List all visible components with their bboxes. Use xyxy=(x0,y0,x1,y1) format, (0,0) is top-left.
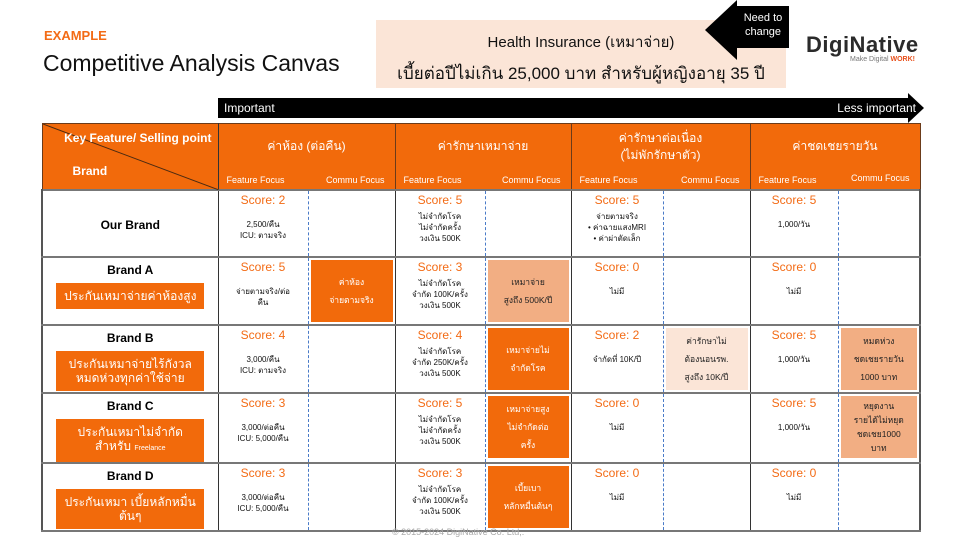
commu-message-box xyxy=(488,396,569,458)
feature-detail xyxy=(751,354,838,365)
commu-message-box xyxy=(488,466,569,528)
detail-line: ไม่มี xyxy=(609,286,625,296)
commu-message-box xyxy=(841,328,918,390)
commu-focus-cell xyxy=(663,190,750,257)
detail-line: 1,000/วัน xyxy=(777,422,811,432)
feature-focus-cell xyxy=(395,325,485,393)
feature-detail xyxy=(219,286,308,308)
callout-text: Need to change xyxy=(737,6,789,48)
detail-line: ICU: 5,000/คืน xyxy=(237,503,289,513)
logo-tagline xyxy=(850,56,956,63)
commu-line: ค่ารักษาไม่ xyxy=(686,335,727,346)
commu-focus-cell xyxy=(485,325,571,393)
feature-focus-cell xyxy=(395,190,485,257)
brand-positioning-tag xyxy=(56,489,204,529)
detail-line: 2,500/คืน xyxy=(246,219,280,229)
brand-label: Brand xyxy=(72,164,108,178)
commu-focus-cell xyxy=(485,393,571,463)
commu-line: บาท xyxy=(870,442,887,453)
feature-detail xyxy=(219,354,308,376)
feature-detail xyxy=(751,422,838,433)
score-value: Score: 3 xyxy=(417,465,463,480)
key-feature-label: Key Feature/ Selling point xyxy=(64,131,212,145)
commu-focus-cell xyxy=(485,463,571,531)
brand-tagline: ประกันเหมาจ่ายค่าห้องสูง xyxy=(64,288,197,303)
commu-focus-cell xyxy=(308,257,395,325)
brand-name: Brand B xyxy=(106,330,154,345)
commu-line: เบี้ยเบา xyxy=(514,482,542,493)
feature-detail xyxy=(219,422,308,444)
feature-focus-cell xyxy=(395,463,485,531)
feature-header-lump-sum xyxy=(395,124,571,190)
detail-line: • ค่าผ่าตัดเล็ก xyxy=(593,233,641,243)
feature-detail xyxy=(572,286,663,297)
feature-focus-cell xyxy=(395,257,485,325)
commu-focus-label: Commu Focus xyxy=(850,172,910,183)
feature-focus-label: Feature Focus xyxy=(579,174,638,185)
feature-detail xyxy=(219,492,308,514)
feature-detail xyxy=(751,286,838,297)
commu-line: เหมาจ่าย xyxy=(511,276,545,287)
brand-cell xyxy=(42,190,218,257)
brand-name: Brand A xyxy=(107,262,154,277)
commu-line: ชดเชยรายวัน xyxy=(853,353,904,364)
score-value: Score: 0 xyxy=(594,465,640,480)
subject-target: เบี้ยต่อปีไม่เกิน 25,000 บาท สำหรับผู้หญิงอายุ 35 ปี xyxy=(397,64,765,83)
brand-cell xyxy=(42,393,218,463)
page-title: Competitive Analysis Canvas xyxy=(43,50,340,76)
feature-focus-cell xyxy=(750,463,838,531)
detail-line: ไม่มี xyxy=(786,492,802,502)
detail-line: ไม่มี xyxy=(609,422,625,432)
diginative-logo xyxy=(806,32,956,63)
feature-focus-cell xyxy=(218,393,308,463)
brand-name: Brand C xyxy=(106,398,154,413)
detail-line: วงเงิน 500K xyxy=(419,436,461,446)
detail-line: • ค่าฉายแสงMRI xyxy=(587,222,647,232)
feature-header-outpatient xyxy=(571,124,750,190)
corner-header xyxy=(42,124,218,190)
feature-detail xyxy=(751,492,838,503)
priority-bar xyxy=(218,98,908,118)
feature-detail xyxy=(572,492,663,503)
feature-focus-cell xyxy=(571,190,663,257)
brand-row xyxy=(42,257,920,325)
feature-detail xyxy=(219,219,308,241)
brand-name: Our Brand xyxy=(100,217,160,232)
score-value: Score: 0 xyxy=(594,395,640,410)
competitive-analysis-table xyxy=(41,123,921,532)
commu-line: หยุดงาน xyxy=(863,400,895,411)
detail-line: 3,000/ต่อคืน xyxy=(241,422,285,432)
score-value: Score: 5 xyxy=(594,192,640,207)
brand-row xyxy=(42,393,920,463)
detail-line: ไม่จำกัดโรค xyxy=(418,484,462,494)
detail-line: คืน xyxy=(257,297,269,307)
feature-focus-label: Feature Focus xyxy=(758,174,817,185)
brand-positioning-tag xyxy=(56,351,204,391)
commu-focus-cell xyxy=(485,190,571,257)
commu-line: ต้องนอนรพ. xyxy=(684,353,729,364)
commu-line: จ่ายตามจริง xyxy=(329,294,374,305)
detail-line: วงเงิน 500K xyxy=(419,368,461,378)
feature-focus-cell xyxy=(750,325,838,393)
score-value: Score: 5 xyxy=(417,395,463,410)
score-value: Score: 4 xyxy=(240,327,286,342)
commu-line: สูงถึง 500K/ปี xyxy=(503,294,553,305)
feature-detail xyxy=(396,346,485,379)
score-value: Score: 0 xyxy=(771,465,817,480)
detail-line: จำกัด 250K/ครั้ง xyxy=(412,357,468,367)
commu-message-box xyxy=(841,396,918,458)
brand-positioning-tag xyxy=(56,283,204,309)
detail-line: จ่ายตามจริง/ต่อ xyxy=(236,286,290,296)
detail-line: ไม่มี xyxy=(786,286,802,296)
brand-tagline: ประกันเหมาไม่จำกัด สำหรับ xyxy=(77,424,183,453)
priority-less-important-label: Less important xyxy=(837,101,916,115)
commu-focus-cell xyxy=(308,190,395,257)
detail-line: ไม่มี xyxy=(609,492,625,502)
detail-line: ไม่จำกัดครั้ง xyxy=(418,425,462,435)
feature-focus-label: Feature Focus xyxy=(226,174,285,185)
commu-line: ค่าห้อง xyxy=(338,276,365,287)
commu-focus-label: Commu Focus xyxy=(501,174,561,185)
score-value: Score: 5 xyxy=(771,327,817,342)
feature-focus-cell xyxy=(750,393,838,463)
commu-line: ไม่จำกัดต่อ xyxy=(507,421,549,432)
feature-detail xyxy=(572,422,663,433)
commu-focus-cell xyxy=(838,257,920,325)
score-value: Score: 5 xyxy=(771,192,817,207)
feature-focus-label: Feature Focus xyxy=(403,174,462,185)
score-value: Score: 4 xyxy=(417,327,463,342)
score-value: Score: 5 xyxy=(417,192,463,207)
feature-focus-cell xyxy=(750,190,838,257)
commu-focus-cell xyxy=(308,393,395,463)
copyright-footer: © 2015-2024 DigiNative Co. Ltd,. xyxy=(392,527,525,537)
feature-detail xyxy=(396,414,485,447)
commu-message-box xyxy=(666,328,748,390)
commu-focus-cell xyxy=(485,257,571,325)
commu-line: เหมาจ่ายสูง xyxy=(506,403,550,414)
detail-line: ICU: ตามจริง xyxy=(239,365,287,375)
feature-focus-cell xyxy=(218,190,308,257)
score-value: Score: 5 xyxy=(771,395,817,410)
score-value: Score: 3 xyxy=(240,465,286,480)
detail-line: ไม่จำกัดโรค xyxy=(418,346,462,356)
detail-line: ไม่จำกัดโรค xyxy=(418,414,462,424)
brand-tagline-small: Freelance xyxy=(134,444,166,452)
need-to-change-callout xyxy=(705,0,790,60)
commu-line: ชดเชย1000 xyxy=(856,428,901,439)
brand-row xyxy=(42,463,920,531)
detail-line: จำกัด 100K/ครั้ง xyxy=(412,495,468,505)
feature-name: ค่าชดเชยรายวัน xyxy=(792,139,878,153)
commu-focus-cell xyxy=(838,325,920,393)
score-value: Score: 2 xyxy=(240,192,286,207)
detail-line: ไม่จำกัดโรค xyxy=(418,211,462,221)
feature-detail xyxy=(396,211,485,244)
feature-header-daily-compensation xyxy=(750,124,920,190)
commu-line: สูงถึง 10K/ปี xyxy=(684,371,729,382)
brand-row xyxy=(42,325,920,393)
score-value: Score: 3 xyxy=(417,259,463,274)
logo-wordmark: DigiNative xyxy=(806,32,919,57)
commu-line: เหมาจ่ายไม่ xyxy=(506,344,550,355)
commu-line: 1000 บาท xyxy=(860,371,898,382)
feature-focus-cell xyxy=(571,325,663,393)
detail-line: ICU: 5,000/คืน xyxy=(237,433,289,443)
score-value: Score: 2 xyxy=(594,327,640,342)
brand-positioning-tag xyxy=(56,419,204,462)
detail-line: ไม่จำกัดครั้ง xyxy=(418,222,462,232)
logo-tagline-accent: WORK! xyxy=(890,56,915,63)
brand-row xyxy=(42,190,920,257)
detail-line: ICU: ตามจริง xyxy=(239,230,287,240)
detail-line: 3,000/คืน xyxy=(246,354,280,364)
detail-line: จ่ายตามจริง xyxy=(596,211,638,221)
feature-detail xyxy=(396,484,485,517)
commu-focus-cell xyxy=(663,393,750,463)
feature-focus-cell xyxy=(571,393,663,463)
feature-name: ค่ารักษาเหมาจ่าย xyxy=(437,139,529,153)
detail-line: 1,000/วัน xyxy=(777,354,811,364)
commu-focus-label: Commu Focus xyxy=(680,174,740,185)
feature-header-room xyxy=(218,124,395,190)
feature-focus-cell xyxy=(750,257,838,325)
commu-focus-cell xyxy=(663,463,750,531)
commu-focus-cell xyxy=(838,393,920,463)
feature-detail xyxy=(396,278,485,311)
commu-line: ครั้ง xyxy=(520,439,536,450)
commu-focus-cell xyxy=(838,190,920,257)
feature-focus-cell xyxy=(571,463,663,531)
feature-detail xyxy=(572,354,663,365)
detail-line: จำกัดที่ 10K/ปี xyxy=(592,354,642,364)
feature-detail xyxy=(751,219,838,230)
commu-line: หมดห่วง xyxy=(863,335,895,346)
commu-focus-cell xyxy=(838,463,920,531)
priority-arrow xyxy=(218,98,924,120)
detail-line: ไม่จำกัดโรค xyxy=(418,278,462,288)
commu-focus-cell xyxy=(663,325,750,393)
score-value: Score: 0 xyxy=(594,259,640,274)
feature-detail xyxy=(572,211,663,244)
commu-line: หลักหมื่นต้นๆ xyxy=(503,500,553,511)
detail-line: 3,000/ต่อคืน xyxy=(241,492,285,502)
feature-name: ค่ารักษาต่อเนื่อง (ไม่พักรักษาตัว) xyxy=(618,131,703,162)
commu-line: รายได้ไม่หยุด xyxy=(853,414,904,425)
commu-focus-cell xyxy=(308,463,395,531)
detail-line: วงเงิน 500K xyxy=(419,506,461,516)
commu-focus-cell xyxy=(663,257,750,325)
score-value: Score: 5 xyxy=(240,259,286,274)
commu-line: จำกัดโรค xyxy=(510,362,546,373)
brand-tagline: ประกันเหมาจ่ายไร้กังวล หมดห่วงทุกค่าใช้จ่าย xyxy=(68,356,192,385)
commu-message-box xyxy=(488,328,569,390)
detail-line: จำกัด 100K/ครั้ง xyxy=(412,289,468,299)
score-value: Score: 0 xyxy=(771,259,817,274)
feature-focus-cell xyxy=(218,463,308,531)
feature-focus-cell xyxy=(571,257,663,325)
brand-name: Brand D xyxy=(106,468,154,483)
detail-line: วงเงิน 500K xyxy=(419,300,461,310)
header-row xyxy=(42,124,920,190)
logo-tagline-prefix: Make Digital xyxy=(850,56,889,63)
detail-line: 1,000/วัน xyxy=(777,219,811,229)
commu-focus-cell xyxy=(308,325,395,393)
score-value: Score: 3 xyxy=(240,395,286,410)
priority-important-label: Important xyxy=(224,101,275,115)
example-label: EXAMPLE xyxy=(44,28,107,43)
detail-line: วงเงิน 500K xyxy=(419,233,461,243)
brand-cell xyxy=(42,257,218,325)
commu-focus-label: Commu Focus xyxy=(325,174,385,185)
feature-name: ค่าห้อง (ต่อคืน) xyxy=(267,139,346,153)
subject-product: Health Insurance (เหมาจ่าย) xyxy=(487,34,675,51)
left-arrow-icon xyxy=(705,0,737,60)
feature-focus-cell xyxy=(218,257,308,325)
feature-focus-cell xyxy=(218,325,308,393)
brand-cell xyxy=(42,325,218,393)
brand-cell xyxy=(42,463,218,531)
commu-message-box xyxy=(311,260,393,322)
feature-focus-cell xyxy=(395,393,485,463)
brand-tagline: ประกันเหมา เบี้ยหลักหมื่นต้นๆ xyxy=(64,494,196,523)
commu-message-box xyxy=(488,260,569,322)
